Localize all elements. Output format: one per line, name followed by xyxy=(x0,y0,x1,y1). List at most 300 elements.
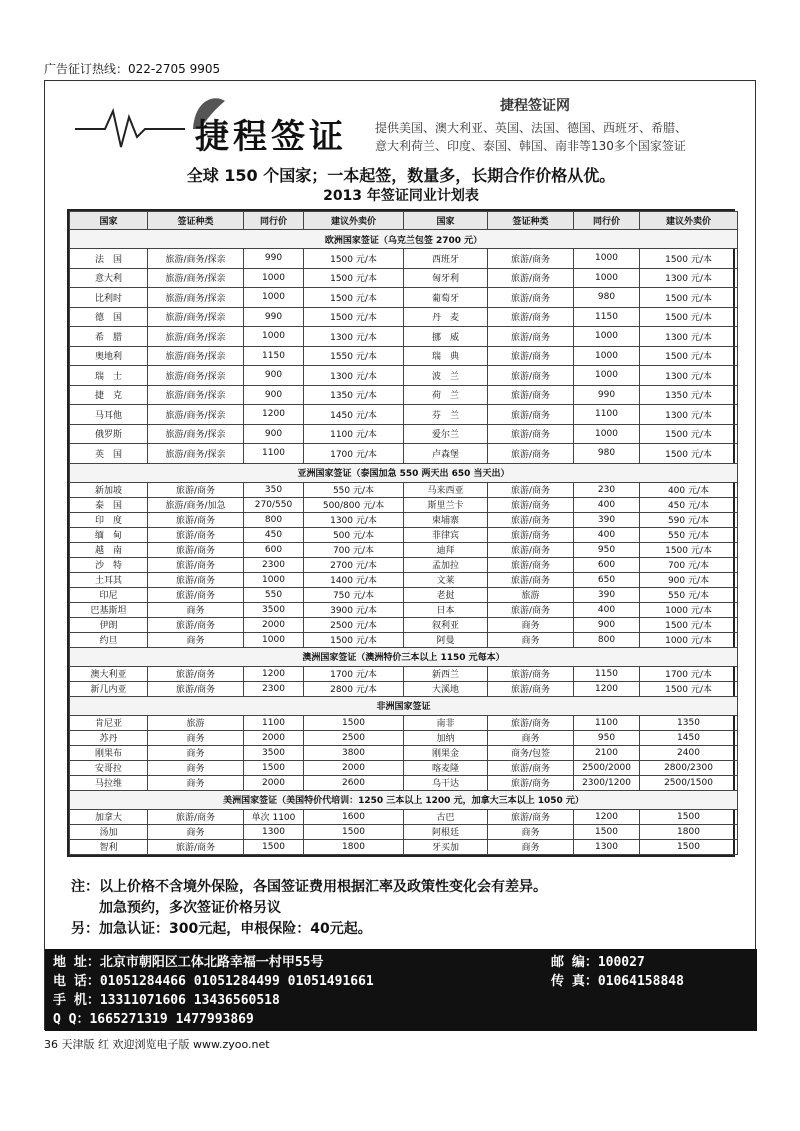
table-cell: 550 元/本 xyxy=(640,527,738,542)
table-cell: 伊朗 xyxy=(70,617,148,632)
table-cell: 旅游/商务 xyxy=(148,482,244,497)
table-cell: 750 元/本 xyxy=(304,587,404,602)
table-row xyxy=(70,557,738,572)
table-cell: 刚果布 xyxy=(70,745,148,760)
table-cell: 旅游/商务 xyxy=(488,542,574,557)
section-row-africa xyxy=(70,696,738,715)
table-cell: 旅游/商务/探亲 xyxy=(148,307,244,327)
table-cell: 1500 元/本 xyxy=(304,632,404,647)
table-cell: 德 国 xyxy=(70,307,148,327)
table-cell: 400 元/本 xyxy=(640,482,738,497)
table-row xyxy=(70,307,738,327)
table-row xyxy=(70,385,738,405)
brand-description-line2: 意大利荷兰、印度、泰国、韩国、南非等130多个国家签证 xyxy=(375,139,686,153)
section-row-oceania xyxy=(70,647,738,666)
table-cell: 旅游/商务 xyxy=(488,527,574,542)
table-cell: 1150 xyxy=(244,346,304,366)
table-cell: 商务 xyxy=(488,730,574,745)
table-cell: 1400 元/本 xyxy=(304,572,404,587)
table-cell: 1300 元/本 xyxy=(640,268,738,288)
table-cell: 400 xyxy=(574,527,640,542)
table-cell: 1500 元/本 xyxy=(640,307,738,327)
table-cell: 2000 xyxy=(244,730,304,745)
table-cell: 马耳他 xyxy=(70,405,148,425)
section-row-europe xyxy=(70,230,738,249)
table-cell: 1800 xyxy=(640,824,738,839)
table-cell: 旅游/商务 xyxy=(488,482,574,497)
table-cell: 1000 元/本 xyxy=(640,632,738,647)
phone: 电 话：01051284466 01051284499 01051491661 xyxy=(53,974,374,989)
col-header: 同行价 xyxy=(574,212,640,230)
table-cell: 印尼 xyxy=(70,587,148,602)
table-cell: 1500 元/本 xyxy=(640,249,738,269)
table-cell: 旅游/商务 xyxy=(488,666,574,681)
table-cell: 澳大利亚 xyxy=(70,666,148,681)
table-row xyxy=(70,288,738,308)
table-row xyxy=(70,497,738,512)
note-line: 注：以上价格不含境外保险，各国签证费用根据汇率及政策性变化会有差异。 xyxy=(71,879,547,895)
table-cell: 新加坡 xyxy=(70,482,148,497)
site-name: 捷程签证网 xyxy=(500,98,570,114)
table-cell: 2000 xyxy=(304,760,404,775)
table-cell: 叙利亚 xyxy=(404,617,488,632)
table-cell: 1100 元/本 xyxy=(304,424,404,444)
table-cell: 旅游/商务 xyxy=(488,809,574,824)
section-title: 美洲国家签证（美国特价代培训：1250 三本以上 1200 元，加拿大三本以上 1050 元） xyxy=(70,790,738,809)
table-cell: 3900 元/本 xyxy=(304,602,404,617)
table-cell: 270/550 xyxy=(244,497,304,512)
ad-hotline: 广告征订热线：022-2705 9905 xyxy=(44,62,221,76)
table-cell: 980 xyxy=(574,288,640,308)
table-cell: 900 xyxy=(244,385,304,405)
section-title: 欧洲国家签证（乌克兰包签 2700 元） xyxy=(70,230,738,249)
table-cell: 990 xyxy=(244,249,304,269)
table-header-row xyxy=(70,212,738,230)
table-cell: 1500 元/本 xyxy=(304,268,404,288)
table-cell: 1300 xyxy=(574,839,640,854)
table-row xyxy=(70,482,738,497)
table-cell: 2600 xyxy=(304,775,404,790)
table-cell: 旅游/商务/探亲 xyxy=(148,288,244,308)
table-cell: 商务 xyxy=(148,824,244,839)
table-cell: 1500 xyxy=(244,760,304,775)
table-cell: 西班牙 xyxy=(404,249,488,269)
table-cell: 900 xyxy=(574,617,640,632)
table-cell: 2500 元/本 xyxy=(304,617,404,632)
section-title: 澳洲国家签证（澳洲特价三本以上 1150 元每本） xyxy=(70,647,738,666)
table-cell: 越 南 xyxy=(70,542,148,557)
table-cell: 苏丹 xyxy=(70,730,148,745)
table-cell: 丹 麦 xyxy=(404,307,488,327)
table-cell: 1500 元/本 xyxy=(640,288,738,308)
table-cell: 旅游/商务 xyxy=(488,602,574,617)
table-cell: 旅游/商务 xyxy=(488,366,574,386)
table-cell: 加纳 xyxy=(404,730,488,745)
page-footer: 36 天津版 红 欢迎浏览电子版 www.zyoo.net xyxy=(44,1038,270,1051)
table-row xyxy=(70,681,738,696)
table-cell: 旅游/商务/探亲 xyxy=(148,424,244,444)
table-row xyxy=(70,602,738,617)
ad-frame xyxy=(44,80,756,1030)
address: 地 址：北京市朝阳区工体北路幸福一村甲55号 xyxy=(53,955,324,970)
table-cell: 450 元/本 xyxy=(640,497,738,512)
table-cell: 旅游/商务/探亲 xyxy=(148,346,244,366)
col-header: 同行价 xyxy=(244,212,304,230)
table-cell: 泰 国 xyxy=(70,497,148,512)
col-header: 建议外卖价 xyxy=(304,212,404,230)
table-cell: 600 xyxy=(574,557,640,572)
table-cell: 2000 xyxy=(244,617,304,632)
logo-text: 捷程签证 xyxy=(195,117,347,157)
brand-description-line1: 提供美国、澳大利亚、英国、法国、德国、西班牙、希腊、 xyxy=(375,121,688,135)
table-cell: 2100 xyxy=(574,745,640,760)
table-row xyxy=(70,542,738,557)
table-cell: 800 xyxy=(574,632,640,647)
table-row xyxy=(70,249,738,269)
table-cell: 1500 xyxy=(304,824,404,839)
table-cell: 旅游/商务 xyxy=(488,405,574,425)
table-cell: 旅游/商务 xyxy=(148,809,244,824)
table-cell: 2500/2000 xyxy=(574,760,640,775)
table-row xyxy=(70,715,738,730)
table-cell: 1500 元/本 xyxy=(640,681,738,696)
table-cell: 1700 元/本 xyxy=(304,444,404,464)
table-row xyxy=(70,745,738,760)
table-cell: 1000 xyxy=(244,327,304,347)
table-cell: 450 xyxy=(244,527,304,542)
table-cell: 1500 xyxy=(244,839,304,854)
qq: Q Q：1665271319 1477993869 xyxy=(53,1012,254,1027)
table-cell: 菲律宾 xyxy=(404,527,488,542)
table-cell: 巴基斯坦 xyxy=(70,602,148,617)
table-cell: 马来西亚 xyxy=(404,482,488,497)
table-cell: 550 元/本 xyxy=(304,482,404,497)
table-cell: 2800/2300 xyxy=(640,760,738,775)
table-cell: 1700 元/本 xyxy=(640,666,738,681)
table-row xyxy=(70,512,738,527)
note-line: 加急预约，多次签证价格另议 xyxy=(99,900,281,916)
table-cell: 旅游/商务/探亲 xyxy=(148,268,244,288)
table-cell: 900 xyxy=(244,424,304,444)
table-cell: 1000 xyxy=(574,268,640,288)
table-cell: 奥地利 xyxy=(70,346,148,366)
table-cell: 1550 元/本 xyxy=(304,346,404,366)
table-cell: 2800 元/本 xyxy=(304,681,404,696)
table-cell: 2500/1500 xyxy=(640,775,738,790)
table-cell: 390 xyxy=(574,512,640,527)
table-cell: 柬埔寨 xyxy=(404,512,488,527)
table-cell: 旅游 xyxy=(488,587,574,602)
table-cell: 斯里兰卡 xyxy=(404,497,488,512)
table-row xyxy=(70,839,738,854)
table-cell: 旅游/商务/探亲 xyxy=(148,249,244,269)
table-cell: 肯尼亚 xyxy=(70,715,148,730)
table-cell: 2300/1200 xyxy=(574,775,640,790)
table-cell: 刚果金 xyxy=(404,745,488,760)
mobile: 手 机：13311071606 13436560518 xyxy=(53,993,280,1008)
table-cell: 旅游/商务 xyxy=(148,839,244,854)
table-cell: 商务 xyxy=(148,760,244,775)
table-cell: 老挝 xyxy=(404,587,488,602)
table-row xyxy=(70,730,738,745)
table-cell: 1500 xyxy=(640,809,738,824)
table-cell: 350 xyxy=(244,482,304,497)
table-cell: 390 xyxy=(574,587,640,602)
table-cell: 新西兰 xyxy=(404,666,488,681)
table-row xyxy=(70,760,738,775)
table-cell: 商务 xyxy=(488,617,574,632)
table-cell: 旅游/商务 xyxy=(148,557,244,572)
table-row xyxy=(70,572,738,587)
table-cell: 1500 元/本 xyxy=(304,307,404,327)
table-cell: 1500 元/本 xyxy=(640,444,738,464)
contact-block xyxy=(45,949,757,1031)
table-row xyxy=(70,587,738,602)
table-cell: 芬 兰 xyxy=(404,405,488,425)
table-row xyxy=(70,405,738,425)
table-cell: 旅游/商务/加急 xyxy=(148,497,244,512)
table-cell: 1350 元/本 xyxy=(640,385,738,405)
table-row xyxy=(70,824,738,839)
table-cell: 旅游/商务/探亲 xyxy=(148,327,244,347)
table-row xyxy=(70,444,738,464)
table-cell: 1350 元/本 xyxy=(304,385,404,405)
table-cell: 卢森堡 xyxy=(404,444,488,464)
table-row xyxy=(70,424,738,444)
table-cell: 旅游/商务 xyxy=(148,617,244,632)
table-cell: 230 xyxy=(574,482,640,497)
table-cell: 3800 xyxy=(304,745,404,760)
col-header: 国家 xyxy=(404,212,488,230)
table-cell: 1100 xyxy=(574,405,640,425)
table-cell: 荷 兰 xyxy=(404,385,488,405)
table-cell: 商务 xyxy=(488,632,574,647)
table-cell: 旅游/商务 xyxy=(148,666,244,681)
table-cell: 旅游/商务 xyxy=(488,444,574,464)
table-cell: 1150 xyxy=(574,307,640,327)
table-cell: 商务 xyxy=(488,824,574,839)
table-cell: 1450 元/本 xyxy=(304,405,404,425)
section-title: 亚洲国家签证（泰国加急 550 两天出 650 当天出） xyxy=(70,463,738,482)
table-cell: 喀麦隆 xyxy=(404,760,488,775)
table-cell: 1500 元/本 xyxy=(304,288,404,308)
table-cell: 1300 元/本 xyxy=(304,366,404,386)
table-row xyxy=(70,775,738,790)
table-cell: 商务 xyxy=(148,632,244,647)
table-cell: 1000 xyxy=(244,268,304,288)
table-cell: 1700 元/本 xyxy=(304,666,404,681)
table-cell: 590 元/本 xyxy=(640,512,738,527)
table-cell: 1200 xyxy=(574,681,640,696)
table-cell: 900 xyxy=(244,366,304,386)
table-cell: 波 兰 xyxy=(404,366,488,386)
table-cell: 2500 xyxy=(304,730,404,745)
table-cell: 1800 xyxy=(304,839,404,854)
table-row xyxy=(70,327,738,347)
table-cell: 1100 xyxy=(244,715,304,730)
table-cell: 1450 xyxy=(640,730,738,745)
table-cell: 1000 xyxy=(574,424,640,444)
table-cell: 3500 xyxy=(244,745,304,760)
table-cell: 1000 元/本 xyxy=(640,602,738,617)
table-cell: 旅游/商务 xyxy=(488,681,574,696)
table-row xyxy=(70,632,738,647)
table-cell: 旅游/商务 xyxy=(488,385,574,405)
table-cell: 1500 元/本 xyxy=(640,346,738,366)
table-cell: 1500 xyxy=(304,715,404,730)
table-cell: 约旦 xyxy=(70,632,148,647)
table-cell: 商务 xyxy=(148,602,244,617)
table-cell: 旅游/商务/探亲 xyxy=(148,385,244,405)
table-cell: 1300 元/本 xyxy=(304,327,404,347)
table-cell: 商务 xyxy=(148,730,244,745)
section-row-asia xyxy=(70,463,738,482)
table-cell: 旅游/商务 xyxy=(488,775,574,790)
table-row xyxy=(70,366,738,386)
table-cell: 旅游/商务/探亲 xyxy=(148,444,244,464)
table-cell: 800 xyxy=(244,512,304,527)
table-cell: 1500 元/本 xyxy=(640,542,738,557)
slogan: 全球 150 个国家；一本起签，数量多，长期合作价格从优。 xyxy=(186,166,616,185)
table-cell: 1300 元/本 xyxy=(304,512,404,527)
table-title: 2013 年签证同业计划表 xyxy=(323,188,479,204)
table-row xyxy=(70,617,738,632)
table-cell: 1300 xyxy=(244,824,304,839)
table-cell: 2400 xyxy=(640,745,738,760)
table-cell: 爱尔兰 xyxy=(404,424,488,444)
table-cell: 1200 xyxy=(574,809,640,824)
table-cell: 500 元/本 xyxy=(304,527,404,542)
table-cell: 旅游/商务 xyxy=(488,288,574,308)
table-cell: 旅游/商务 xyxy=(488,249,574,269)
table-cell: 2300 xyxy=(244,681,304,696)
table-cell: 2300 xyxy=(244,557,304,572)
table-cell: 葡萄牙 xyxy=(404,288,488,308)
col-header: 签证种类 xyxy=(488,212,574,230)
table-cell: 南非 xyxy=(404,715,488,730)
table-cell: 1300 元/本 xyxy=(640,327,738,347)
fax: 传 真：01064158848 xyxy=(551,974,684,989)
table-cell: 1300 元/本 xyxy=(640,405,738,425)
table-cell: 英 国 xyxy=(70,444,148,464)
table-cell: 旅游/商务 xyxy=(148,527,244,542)
table-cell: 商务/包签 xyxy=(488,745,574,760)
table-cell: 汤加 xyxy=(70,824,148,839)
table-cell: 1100 xyxy=(574,715,640,730)
table-cell: 400 xyxy=(574,602,640,617)
postcode: 邮 编：100027 xyxy=(551,955,645,970)
table-cell: 旅游/商务 xyxy=(488,557,574,572)
table-cell: 瑞 士 xyxy=(70,366,148,386)
table-cell: 1000 xyxy=(244,572,304,587)
table-cell: 990 xyxy=(574,385,640,405)
table-cell: 瑞 典 xyxy=(404,346,488,366)
table-cell: 1600 xyxy=(304,809,404,824)
table-cell: 旅游/商务/探亲 xyxy=(148,366,244,386)
table-cell: 旅游/商务 xyxy=(488,424,574,444)
col-header: 国家 xyxy=(70,212,148,230)
table-cell: 意大利 xyxy=(70,268,148,288)
table-cell: 2700 元/本 xyxy=(304,557,404,572)
table-cell: 1100 xyxy=(244,444,304,464)
table-row xyxy=(70,666,738,681)
table-cell: 旅游/商务 xyxy=(148,572,244,587)
table-cell: 旅游/商务/探亲 xyxy=(148,405,244,425)
table-cell: 智利 xyxy=(70,839,148,854)
table-cell: 土耳其 xyxy=(70,572,148,587)
table-cell: 加拿大 xyxy=(70,809,148,824)
table-cell: 旅游/商务 xyxy=(148,542,244,557)
table-cell: 1500 元/本 xyxy=(640,424,738,444)
table-cell: 950 xyxy=(574,542,640,557)
table-cell: 孟加拉 xyxy=(404,557,488,572)
table-cell: 安哥拉 xyxy=(70,760,148,775)
table-cell: 3500 xyxy=(244,602,304,617)
table-cell: 法 国 xyxy=(70,249,148,269)
table-cell: 商务 xyxy=(148,775,244,790)
table-cell: 旅游/商务 xyxy=(488,715,574,730)
table-cell: 2000 xyxy=(244,775,304,790)
table-cell: 旅游/商务 xyxy=(148,512,244,527)
table-row xyxy=(70,809,738,824)
table-cell: 650 xyxy=(574,572,640,587)
table-cell: 古巴 xyxy=(404,809,488,824)
table-cell: 1200 xyxy=(244,405,304,425)
col-header: 签证种类 xyxy=(148,212,244,230)
table-cell: 旅游/商务 xyxy=(488,346,574,366)
table-cell: 1000 xyxy=(244,632,304,647)
table-cell: 旅游/商务 xyxy=(488,760,574,775)
table-cell: 旅游/商务 xyxy=(488,512,574,527)
table-cell: 牙买加 xyxy=(404,839,488,854)
table-cell: 希 腊 xyxy=(70,327,148,347)
table-cell: 600 xyxy=(244,542,304,557)
table-cell: 1000 xyxy=(574,249,640,269)
table-cell: 阿曼 xyxy=(404,632,488,647)
table-cell: 旅游/商务 xyxy=(488,572,574,587)
table-cell: 商务 xyxy=(148,745,244,760)
notes xyxy=(71,877,547,940)
table-cell: 1000 xyxy=(574,366,640,386)
table-cell: 1200 xyxy=(244,666,304,681)
table-cell: 俄罗斯 xyxy=(70,424,148,444)
table-cell: 挪 威 xyxy=(404,327,488,347)
table-cell: 1500 xyxy=(640,839,738,854)
table-cell: 旅游/商务 xyxy=(488,268,574,288)
table-cell: 400 xyxy=(574,497,640,512)
table-cell: 旅游/商务 xyxy=(148,587,244,602)
section-title: 非洲国家签证 xyxy=(70,696,738,715)
table-cell: 1150 xyxy=(574,666,640,681)
table-cell: 商务 xyxy=(488,839,574,854)
table-cell: 550 元/本 xyxy=(640,587,738,602)
table-cell: 旅游/商务 xyxy=(488,307,574,327)
visa-price-table xyxy=(67,209,735,857)
table-cell: 700 元/本 xyxy=(640,557,738,572)
table-cell: 550 xyxy=(244,587,304,602)
table-cell: 900 元/本 xyxy=(640,572,738,587)
table-cell: 990 xyxy=(244,307,304,327)
table-cell: 单次 1100 xyxy=(244,809,304,824)
table-cell: 1500 xyxy=(574,824,640,839)
table-cell: 马拉维 xyxy=(70,775,148,790)
table-cell: 1350 xyxy=(640,715,738,730)
table-row xyxy=(70,268,738,288)
table-cell: 1000 xyxy=(574,346,640,366)
table-cell: 旅游/商务 xyxy=(148,681,244,696)
table-cell: 980 xyxy=(574,444,640,464)
table-cell: 迪拜 xyxy=(404,542,488,557)
